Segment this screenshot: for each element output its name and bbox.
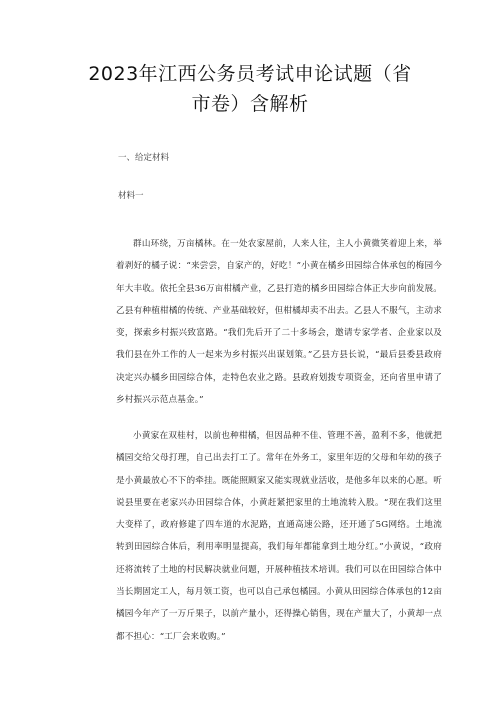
document-title-line-2: 市卷）含解析 <box>191 93 309 115</box>
section-heading: 一、给定材料 <box>118 153 170 163</box>
material-heading: 材料一 <box>118 191 144 201</box>
body-paragraph-1: 群山环绕，万亩橘林。在一处农家屋前，人来人往，主人小黄微笑着迎上来，举着剥好的橘子说：“来尝尝，自家产的，好吃！”小黄在橘乡田园综合体承包的梅园今年大丰收。依托全县36万亩柑橘产业，乙县打造的橘乡田园综合体正大步向前发展。乙县有种植柑橘的传统、产业基础较好，但柑橘却卖不出去。乙县人不服气，主动求变，探索乡村振兴致富路。“我们先后开了二十多场会，邀请专家学者、企业家以及我们县在外工作的人一起来为乡村振兴出谋划策。”乙县方县长说，“最后县委县政府决定兴办橘乡田园综合体，走特色农业之路。县政府划拨专项资金，还向省里申请了乡村振兴示范点基金。” <box>116 239 443 406</box>
body-paragraph-2: 小黄家在双桂村，以前也种柑橘，但因品种不佳、管理不善，盈利不多，他就把橘园交给父母打理，自己出去打工了。常年在外务工，家里年迈的父母和年幼的孩子是小黄最放心不下的牵挂。既能照顾家又能实现就业活收，是他多年以来的心愿。听说县里要在老家兴办田园综合体，小黄赶紧把家里的土地流转入股。“现在我们这里大变样了，政府修建了四车道的水泥路，直通高速公路，还开通了5G网络。土地流转到田园综合体后，利用率明显提高，我们每年都能拿到土地分红。”小黄说，“政府还将流转了土地的村民解决就业问题，开展种植技术培训。我们可以在田园综合体中当长期固定工人，每月领工资，也可以自己承包橘园。小黄从田园综合体承包的12亩橘园今年产了一万斤果子，以前产量小，还得操心销售，现在产量大了，小黄却一点都不担心：“工厂会来收购。” <box>116 431 443 642</box>
document-title-line-1: 2023年江西公务员考试申论试题（省 <box>88 63 412 85</box>
